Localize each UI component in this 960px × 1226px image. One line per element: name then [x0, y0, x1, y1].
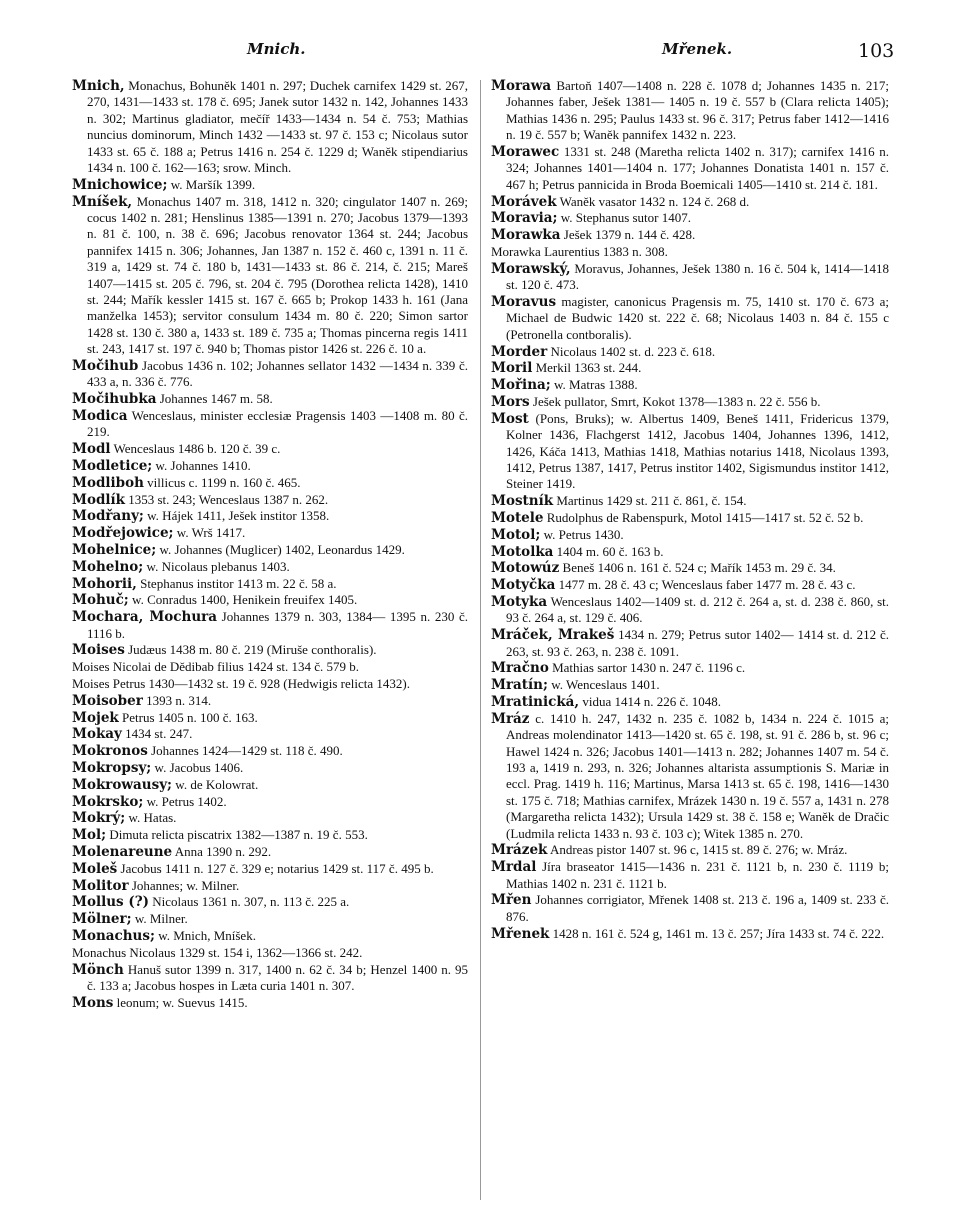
- entry-text: Merkil 1363 st. 244.: [532, 360, 642, 376]
- dictionary-entry: [491, 660, 889, 676]
- entry-headword: Mřen: [491, 892, 532, 909]
- entry-text: Moises Petrus 1430—1432 st. 19 č. 928 (Hedwigis relicta 1432).: [72, 676, 410, 692]
- entry-text: Johannes 1467 m. 58.: [156, 391, 273, 407]
- dictionary-entry: [72, 458, 468, 474]
- entry-headword: Motyčka: [491, 577, 556, 594]
- entry-headword: Moisober: [72, 692, 143, 709]
- entry-text: Wenceslaus 1402—1409 st. d. 212 č. 264 a, st. d. 238 č. 860, st. 93 č. 264 a, st. 129 č. 406.: [506, 594, 889, 626]
- entry-headword: Moleš: [72, 860, 118, 877]
- entry-headword: Mníšek,: [72, 193, 133, 210]
- entry-text: Ješek 1379 n. 144 č. 428.: [560, 227, 696, 243]
- entry-text: villicus c. 1199 n. 160 č. 465.: [143, 474, 301, 490]
- entry-headword: Mons: [72, 994, 114, 1011]
- dictionary-entry: [72, 827, 468, 843]
- dictionary-entry: [72, 542, 468, 558]
- entry-headword: Mohorii,: [72, 575, 137, 592]
- entry-headword: Morawec: [491, 144, 560, 161]
- dictionary-entry: [491, 244, 889, 260]
- entry-headword: Mratinická,: [491, 694, 580, 711]
- dictionary-entry: [491, 344, 889, 360]
- entry-headword: Mnich,: [72, 78, 125, 94]
- dictionary-entry: [491, 194, 889, 210]
- entry-text: w. Johannes (Muglicer) 1402, Leonardus 1429.: [156, 542, 405, 558]
- entry-text: Nicolaus 1361 n. 307, n. 113 č. 225 a.: [149, 894, 350, 910]
- entry-headword: Modica: [72, 408, 128, 425]
- entry-text: 1353 st. 243; Wenceslaus 1387 n. 262.: [125, 491, 329, 507]
- dictionary-entry: [72, 508, 468, 524]
- dictionary-entry: [491, 627, 889, 660]
- entry-headword: Modřany;: [72, 508, 144, 525]
- entry-text: Andreas pistor 1407 st. 96 c, 1415 st. 89 č. 276; w. Mráz.: [547, 842, 848, 858]
- entry-text: Johannes corrigiator, Mřenek 1408 st. 213 č. 196 a, 1409 st. 233 č. 876.: [506, 892, 889, 924]
- entry-text: magister, canonicus Pragensis m. 75, 1410 st. 170 č. 673 a; Michael de Budwic 1420 st. 222 č. 68; Nicolaus 1403 n. 84 č. 155 c (Petronella contboralis).: [506, 294, 889, 342]
- entry-headword: Moril: [491, 360, 533, 377]
- dictionary-entry: [72, 743, 468, 759]
- dictionary-entry: [72, 676, 468, 692]
- entry-headword: Morawský,: [491, 260, 571, 277]
- entry-text: Wenceslaus, minister ecclesiæ Pragensis 1403 —1408 m. 80 č. 219.: [87, 408, 468, 440]
- entry-text: w. Nicolaus plebanus 1403.: [143, 558, 290, 574]
- entry-headword: Most: [491, 410, 529, 427]
- dictionary-entry: [491, 926, 889, 942]
- dictionary-entry: [72, 592, 468, 608]
- dictionary-entry: [491, 577, 889, 593]
- dictionary-entry: [491, 544, 889, 560]
- entry-text: w. Jacobus 1406.: [151, 760, 244, 776]
- dictionary-entry: [72, 726, 468, 742]
- entry-text: vidua 1414 n. 226 č. 1048.: [579, 694, 722, 710]
- entry-text: w. de Kolowrat.: [172, 776, 259, 792]
- entry-headword: Mostník: [491, 493, 554, 510]
- dictionary-entry: [72, 928, 468, 944]
- entry-headword: Mokrý;: [72, 810, 126, 827]
- dictionary-entry: [72, 609, 468, 642]
- entry-text: 1393 n. 314.: [142, 692, 212, 708]
- dictionary-entry: [491, 677, 889, 693]
- entry-text: Johannes 1424—1429 st. 118 č. 490.: [147, 743, 343, 759]
- dictionary-entry: [72, 911, 468, 927]
- entry-text: Anna 1390 n. 292.: [172, 844, 272, 860]
- dictionary-entry: [72, 710, 468, 726]
- dictionary-entry: [72, 844, 468, 860]
- dictionary-entry: [491, 859, 889, 892]
- running-header: [0, 40, 960, 70]
- entry-text: leonum; w. Suevus 1415.: [113, 994, 248, 1010]
- dictionary-entry: [491, 711, 889, 842]
- entry-headword: Mohelnice;: [72, 542, 157, 559]
- entry-text: Stephanus institor 1413 m. 22 č. 58 a.: [136, 575, 337, 591]
- dictionary-entry: [72, 693, 468, 709]
- entry-text: w. Hájek 1411, Ješek institor 1358.: [143, 508, 330, 524]
- entry-headword: Motol;: [491, 526, 541, 543]
- dictionary-entry: [72, 441, 468, 457]
- left-column: [72, 78, 468, 1012]
- dictionary-entry: [72, 391, 468, 407]
- entry-headword: Mochara, Mochura: [72, 609, 218, 626]
- dictionary-entry: [72, 559, 468, 575]
- entry-headword: Mokropsy;: [72, 760, 152, 777]
- entry-headword: Mollus (?): [72, 894, 150, 911]
- entry-headword: Mráček, Mrakeš: [491, 627, 615, 644]
- entry-headword: Mokrsko;: [72, 793, 144, 810]
- entry-headword: Mrázek: [491, 842, 548, 859]
- entry-text: w. Petrus 1402.: [143, 793, 227, 809]
- dictionary-entry: [491, 78, 889, 144]
- entry-text: Monachus, Bohuněk 1401 n. 297; Duchek carnifex 1429 st. 267, 270, 1431—1433 st. 178 č. 695; Janek sutor 1432 n. 142, Johannes 1433 n. 302; Martinus gladiator, mečíř 1433—1434 n. 54 č. 753; Mathias nuncius dominorum, Minch 1432 —1433 st. 97 č. 153 c; Nicolaus sutor 1433 st. 65 č. 188 a; Petrus 1416 n. 254 č. 1229 d; Waněk stipendiarius 1434 n. 100 č. 162—163; srow. Minch.: [87, 78, 468, 176]
- dictionary-entry: [491, 411, 889, 493]
- dictionary-entry: [72, 358, 468, 391]
- dictionary-entry: [72, 642, 468, 658]
- entry-headword: Morávek: [491, 193, 557, 210]
- entry-headword: Morawa: [491, 78, 552, 94]
- page-number: 103: [858, 40, 895, 62]
- entry-text: Dimuta relicta piscatrix 1382—1387 n. 19 č. 553.: [106, 827, 368, 843]
- entry-text: w. Matras 1388.: [550, 377, 638, 393]
- entry-text: w. Wrš 1417.: [173, 525, 246, 541]
- entry-text: Ješek pullator, Smrt, Kokot 1378—1383 n. 22 č. 556 b.: [529, 394, 821, 410]
- entry-text: w. Maršík 1399.: [167, 176, 256, 192]
- dictionary-entry: [491, 892, 889, 925]
- dictionary-entry: [491, 360, 889, 376]
- entry-text: Monachus 1407 m. 318, 1412 n. 320; cingulator 1407 n. 269; cocus 1402 n. 281; Henslinus 1385—1391 n. 270; Jacobus 1379—1393 n. 81 č. 100, n. 38 č. 696; Jacobus renovator 1364 st. 244; Jacobus pannifex 1415 n. 306; Johannes, Jan 1387 n. 152 č. 460 c, 1391 n. 11 č. 319 a, 1429 st. 74 č. 180 b, 1431—1433 st. 86 č. 214, č. 215; Mareš 1407—1415 st. 205 č. 796, st. 204 č. 795 (Dorothea relicta 1428), 1410 st. 244; Mařík kessler 1415 st. 167 č. 665 b; Prokop 1433 h. 161 (Jana manželka 1453); servitor consulum 1434 m. 80 č. 220; Simon sartor 1428 st. 130 č. 380 a, 1433 st. 189 č. 735 a; Thomas pincerna regis 1411 st. 243, 1417 st. 197 č. 940 b; Thomas pistor 1426 st. 226 č. 10 a.: [87, 193, 468, 357]
- dictionary-entry: [491, 527, 889, 543]
- entry-headword: Modl: [72, 441, 111, 458]
- entry-headword: Mřenek: [491, 925, 550, 942]
- entry-text: Bartoň 1407—1408 n. 228 č. 1078 d; Johannes 1435 n. 217; Johannes faber, Ješek 1381— 1405 n. 19 č. 557 b (Clara relicta 1405); Mathias 1436 n. 295; Paulus 1433 st. 96 č. 317; Petrus faber 1412—1416 n. 19 č. 557 b; Waněk pannifex 1432 n. 223.: [506, 78, 889, 143]
- entry-text: 1428 n. 161 č. 524 g, 1461 m. 13 č. 257; Jíra 1433 st. 74 č. 222.: [549, 925, 885, 941]
- entry-headword: Močihubka: [72, 391, 157, 408]
- entry-text: w. Petrus 1430.: [540, 526, 624, 542]
- right-column: [491, 78, 889, 942]
- entry-headword: Mračno: [491, 660, 549, 677]
- dictionary-entry: [72, 659, 468, 675]
- entry-headword: Moravus: [491, 294, 557, 311]
- entry-text: Martinus 1429 st. 211 č. 861, č. 154.: [553, 493, 747, 509]
- entry-headword: Molenareune: [72, 844, 173, 861]
- dictionary-entry: [491, 377, 889, 393]
- entry-text: w. Milner.: [131, 911, 188, 927]
- dictionary-entry: [72, 177, 468, 193]
- entry-headword: Mnichowice;: [72, 176, 168, 193]
- entry-text: 1331 st. 248 (Maretha relicta 1402 n. 317); carnifex 1416 n. 324; Johannes 1401—1404 n. 177; Johannes Donatista 1401 n. 157 č. 467 h; Petrus pannicida in Broda Boemicali 1405—1410 st. 214 č. 181.: [506, 144, 889, 192]
- entry-text: w. Johannes 1410.: [152, 458, 251, 474]
- column-divider: [480, 80, 481, 1200]
- dictionary-entry: [72, 408, 468, 441]
- entry-text: Nicolaus 1402 st. d. 223 č. 618.: [547, 343, 716, 359]
- entry-text: w. Conradus 1400, Henikein freuifex 1405.: [128, 592, 358, 608]
- entry-text: (Pons, Bruks); w. Albertus 1409, Beneš 1411, Fridericus 1379, Kolner 1436, Flachgerst 1412, Jacobus 1404, Johannes 1396, 1412, 1426, Káča 1413, Mathias 1418, Mathias notarius 1418, Nicolaus 1393, 1412, Petrus 1387, 1417, Petrus institor 1402, Sigismundus institor 1412, Steiner 1419.: [506, 410, 889, 492]
- dictionary-entry: [72, 794, 468, 810]
- dictionary-entry: [72, 475, 468, 491]
- entry-text: Beneš 1406 n. 161 č. 524 c; Mařík 1453 m. 29 č. 34.: [559, 560, 836, 576]
- entry-headword: Mölner;: [72, 911, 132, 928]
- entry-text: Moises Nicolai de Dědibab filius 1424 st. 134 č. 579 b.: [72, 659, 360, 675]
- dictionary-entry: [491, 294, 889, 343]
- dictionary-entry: [72, 777, 468, 793]
- entry-headword: Mönch: [72, 961, 124, 978]
- entry-text: Rudolphus de Rabenspurk, Motol 1415—1417 st. 52 č. 52 b.: [543, 510, 864, 526]
- entry-text: w. Stephanus sutor 1407.: [557, 210, 692, 226]
- entry-text: Waněk vasator 1432 n. 124 č. 268 d.: [556, 193, 750, 209]
- entry-headword: Mokay: [72, 726, 122, 743]
- dictionary-entry: [72, 194, 468, 358]
- entry-text: 1404 m. 60 č. 163 b.: [553, 543, 664, 559]
- entry-text: Monachus Nicolaus 1329 st. 154 i, 1362—1366 st. 242.: [72, 944, 363, 960]
- entry-headword: Mráz: [491, 710, 530, 727]
- dictionary-entry: [491, 261, 889, 294]
- entry-text: Johannes 1379 n. 303, 1384— 1395 n. 230 č. 1116 b.: [87, 609, 468, 641]
- entry-headword: Moises: [72, 642, 125, 659]
- entry-headword: Modletice;: [72, 458, 153, 475]
- dictionary-entry: [72, 525, 468, 541]
- dictionary-entry: [72, 760, 468, 776]
- entry-headword: Modlík: [72, 491, 125, 508]
- entry-text: Morawka Laurentius 1383 n. 308.: [491, 244, 668, 260]
- entry-text: w. Wenceslaus 1401.: [547, 677, 660, 693]
- entry-headword: Mol;: [72, 827, 107, 844]
- dictionary-entry: [72, 995, 468, 1011]
- entry-text: Mathias sartor 1430 n. 247 č. 1196 c.: [548, 660, 746, 676]
- dictionary-entry: [72, 810, 468, 826]
- dictionary-entry: [491, 560, 889, 576]
- dictionary-entry: [72, 894, 468, 910]
- entry-text: Moravus, Johannes, Ješek 1380 n. 16 č. 504 k, 1414—1418 st. 120 č. 473.: [506, 260, 889, 293]
- entry-text: 1434 n. 279; Petrus sutor 1402— 1414 st. d. 212 č. 263, st. 93 č. 263, n. 238 č. 1091.: [506, 627, 889, 659]
- entry-headword: Mohuč;: [72, 592, 129, 609]
- dictionary-entry: [72, 78, 468, 176]
- entry-headword: Morawka: [491, 227, 561, 244]
- entry-text: Hanuš sutor 1399 n. 317, 1400 n. 62 č. 34 b; Henzel 1400 n. 95 č. 133 a; Jacobus hospes in Læta curia 1401 n. 307.: [87, 961, 468, 993]
- entry-text: Jacobus 1436 n. 102; Johannes sellator 1432 —1434 n. 339 č. 433 a, n. 336 č. 776.: [87, 358, 468, 390]
- entry-headword: Mokrowausy;: [72, 776, 173, 793]
- entry-headword: Mrdal: [491, 859, 537, 876]
- entry-headword: Motowúz: [491, 560, 560, 577]
- dictionary-entry: [491, 694, 889, 710]
- dictionary-entry: [72, 962, 468, 995]
- dictionary-entry: [491, 493, 889, 509]
- dictionary-entry: [72, 492, 468, 508]
- entry-headword: Mohelno;: [72, 558, 144, 575]
- entry-headword: Mratín;: [491, 677, 548, 694]
- entry-headword: Modřejowice;: [72, 525, 174, 542]
- entry-headword: Molitor: [72, 877, 129, 894]
- entry-headword: Moravia;: [491, 210, 558, 227]
- dictionary-entry: [72, 878, 468, 894]
- entry-headword: Motele: [491, 510, 544, 527]
- entry-headword: Mořina;: [491, 377, 551, 394]
- header-right-guideword: Mřenek.: [662, 40, 733, 58]
- dictionary-entry: [491, 210, 889, 226]
- entry-headword: Mors: [491, 394, 530, 411]
- dictionary-entry: [491, 144, 889, 193]
- entry-text: Judæus 1438 m. 80 č. 219 (Miruše conthoralis).: [124, 642, 377, 658]
- dictionary-entry: [491, 842, 889, 858]
- dictionary-entry: [491, 394, 889, 410]
- entry-headword: Monachus;: [72, 928, 155, 944]
- entry-headword: Motolka: [491, 543, 554, 560]
- entry-headword: Mojek: [72, 709, 119, 726]
- dictionary-entry: [491, 227, 889, 243]
- dictionary-entry: [72, 861, 468, 877]
- entry-text: Petrus 1405 n. 100 č. 163.: [118, 709, 258, 725]
- header-left-guideword: Mnich.: [247, 40, 306, 58]
- entry-text: c. 1410 h. 247, 1432 n. 235 č. 1082 b, 1434 n. 224 č. 1015 a; Andreas molendinator 1413—1420 st. 65 č. 198, st. 91 č. 286 b, st. 96 c; Hawel 1424 n. 326; Jacobus 1401—1413 n. 282; Johannes 1407 m. 54 č. 193 a, 1419 n. 293, n. 326; Johannes altarista assumptionis S. Mariæ in eccl. Prag. 1419 h. 116; Martinus, Marsa 1413 st. 65 č. 198, 1416—1430 st. 175 č. 718; Mathias carnifex, Mrázek 1430 n. 19 č. 557 a, 1431 n. 278 (Margaretha relicta 1432); Ursula 1429 st. 38 č. 158 e; Waněk de Dračic (Ludmila relicta 1433 n. 93 č. 103 c); Witek 1385 n. 270.: [506, 710, 889, 841]
- entry-text: w. Hatas.: [125, 810, 177, 826]
- dictionary-entry: [72, 576, 468, 592]
- entry-headword: Mokronos: [72, 743, 148, 760]
- entry-text: 1434 st. 247.: [121, 726, 193, 742]
- entry-text: Jíra braseator 1415—1436 n. 231 č. 1121 b, n. 230 č. 1119 b; Mathias 1402 n. 231 č. 1121 b.: [506, 859, 889, 891]
- entry-text: 1477 m. 28 č. 43 c; Wenceslaus faber 1477 m. 28 č. 43 c.: [555, 577, 856, 593]
- entry-headword: Motyka: [491, 594, 548, 611]
- dictionary-entry: [491, 510, 889, 526]
- entry-text: Jacobus 1411 n. 127 č. 329 e; notarius 1429 st. 117 č. 495 b.: [117, 860, 434, 876]
- entry-text: w. Mnich, Mníšek.: [154, 928, 256, 943]
- entry-text: Wenceslaus 1486 b. 120 č. 39 c.: [110, 441, 281, 457]
- dictionary-entry: [491, 594, 889, 627]
- dictionary-entry: [72, 945, 468, 961]
- entry-headword: Morder: [491, 343, 548, 360]
- entry-text: Johannes; w. Milner.: [128, 877, 240, 893]
- entry-headword: Močihub: [72, 358, 139, 375]
- entry-headword: Modliboh: [72, 474, 144, 491]
